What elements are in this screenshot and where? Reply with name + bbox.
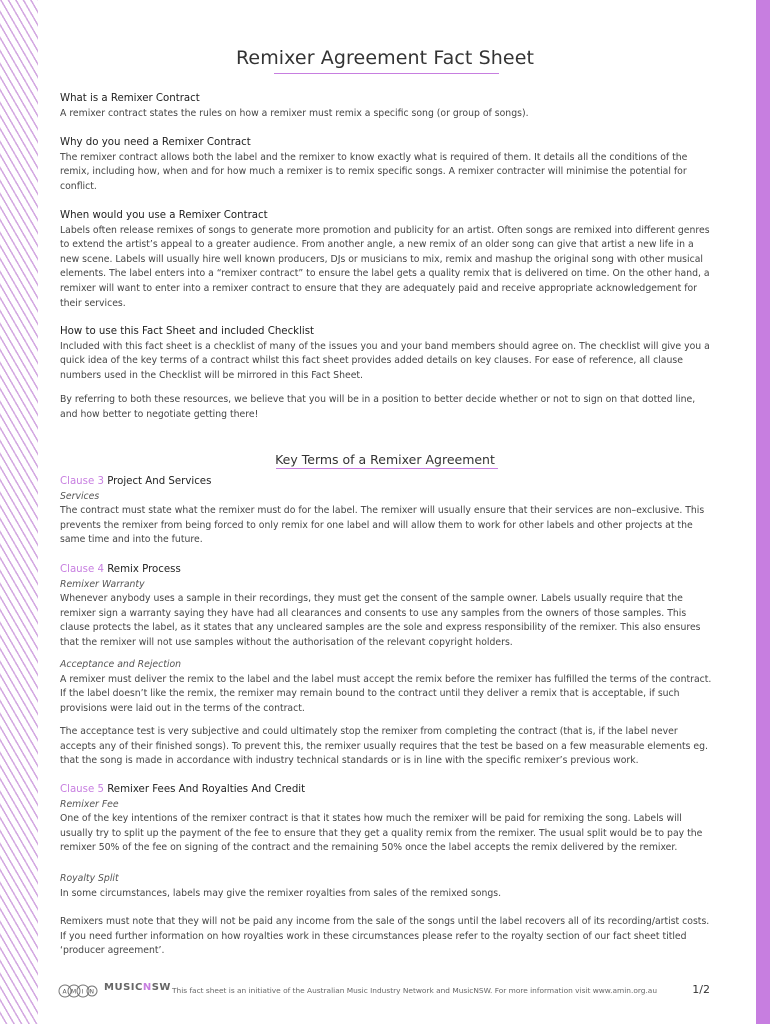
clause-3-title: Project And Services [103, 476, 212, 487]
clause-3-subheading: Services [60, 490, 100, 502]
royalty-section [60, 872, 712, 901]
what-text: A remixer contract states the rules on how a remixer must remix a specific song (or group of songs). [60, 107, 529, 119]
clause-5-section [60, 783, 712, 856]
clause-4-label: Clause 4 [60, 564, 104, 575]
title-underline [274, 73, 499, 74]
section-underline [276, 468, 498, 469]
clause-4-section [60, 563, 712, 651]
clause-5-heading [60, 783, 712, 798]
clause-5-royalty-note-text: Remixers must note that they will not be paid any income from the sale of the songs until the label recovers all of its recording/artist costs. If you need further information on how royalties work in these circumstances please refer to the royalty section of our fact sheet titled ‘producer agreement’. [60, 916, 710, 957]
why-heading: Why do you need a Remixer Contract [60, 137, 251, 148]
clause-4-heading [60, 563, 712, 578]
footer [58, 982, 718, 1002]
how-text: Included with this fact sheet is a checklist of many of the issues you and your band members should agree on. The checklist will give you a quick idea of the key terms of a contract whilst this fact sheet provides added details on key clauses. For ease of reference, all clause numbers used in the Checklist will be mirrored in this Fact Sheet. [60, 340, 710, 381]
svg-text:I: I [81, 988, 84, 996]
svg-text:N: N [89, 988, 94, 996]
why-text: The remixer contract allows both the label and the remixer to know exactly what is required of them. It details all the conditions of the remix, including how, when and for how much a remixer is to remix specific songs. A remixer contracter will minimise the potential for conflict. [60, 151, 688, 192]
clause-3-section [60, 475, 712, 548]
footer-text: This fact sheet is an initiative of the Australian Music Industry Network and MusicNSW. For more information visit www.amin.org.au [172, 986, 658, 995]
musicnsw-logo: MUSICNSW [104, 982, 171, 993]
clause-5-label: Clause 5 [60, 784, 104, 795]
what-section [60, 92, 712, 121]
acceptance-section [60, 658, 712, 716]
what-heading: What is a Remixer Contract [60, 93, 200, 104]
clause-4-subheading-warranty: Remixer Warranty [60, 578, 145, 590]
clause-5-title: Remixer Fees And Royalties And Credit [103, 784, 306, 795]
clause-4-title: Remix Process [103, 564, 181, 575]
clause-4-subheading-acceptance: Acceptance and Rejection [60, 659, 182, 670]
how-section [60, 325, 712, 383]
svg-text:A: A [62, 988, 67, 996]
how-heading: How to use this Fact Sheet and included Checklist [60, 326, 315, 337]
clause-4-acceptance-text: A remixer must deliver the remix to the label and the label must accept the remix before the remixer has fulfilled the terms of the contract. If the label doesn’t like the remix, the remixer may remain bound to the contract until they deliver a remix that is acceptable, if such provisions were laid out in the terms of the contract. [60, 673, 712, 714]
referring-section [60, 393, 712, 422]
clause-5-subheading-royalty: Royalty Split [60, 873, 119, 884]
acceptance-test-section [60, 725, 712, 769]
referring-text: By referring to both these resources, we believe that you will be in a position to better decide whether or not to sign on that dotted line, and how better to negotiate getting there! [60, 394, 696, 420]
when-text: Labels often release remixes of songs to generate more promotion and publicity for an artist. Often songs are remixed into different genres to extend the artist’s appeal to a greater audience. From another angle, a new remix of an older song can give that artist a new life in a new scene. Labels will usually hire well known producers, DJs or musicians to mix, remix and mashup the original song with other musical elements. The label enters into a “remixer contract” to ensure the label gets a quality remix that is delivered on time. On the other hand, a remixer will want to enter into a remixer contract to ensure that they are adequately paid and receive appropriate acknowledgement for their services. [60, 224, 710, 309]
clause-5-fee-text: One of the key intentions of the remixer contract is that it states how much the remixer will be paid for remixing the song. Labels will usually try to split up the payment of the fee to ensure that they get a quality remix from the remixer. The usual split would be to pay the remixer 50% of the fee on signing of the contract and the remaining 50% once the label accepts the remix delivered by the remixer. [60, 813, 703, 854]
clause-3-label: Clause 3 [60, 476, 104, 487]
section-title: Key Terms of a Remixer Agreement [275, 452, 495, 467]
clause-4-acceptance-test-text: The acceptance test is very subjective and could ultimately stop the remixer from completing the contract (that is, if the label never accepts any of their finished songs). To prevent this, the remixer usually requires that the test be based on a few measurable elements eg. that the song is made in accordance with industry technical standards or is in line with the specific remixer’s previous work. [60, 726, 708, 767]
decorative-left-border [0, 0, 38, 1024]
when-section [60, 209, 712, 311]
svg-text:M: M [71, 988, 77, 996]
when-heading: When would you use a Remixer Contract [60, 210, 268, 221]
decorative-right-bar [756, 0, 770, 1024]
amin-logo [58, 984, 98, 998]
page-title: Remixer Agreement Fact Sheet [235, 47, 535, 69]
page-number: 1/2 [692, 983, 710, 996]
clause-3-heading [60, 475, 712, 490]
clause-3-text: The contract must state what the remixer must do for the label. The remixer will usually ensure that their services are non–exclusive. This prevents the remixer from being forced to only remix for one label and will allow them to work for other labels and other projects at the same time and into the future. [60, 505, 705, 546]
clause-5-royalty-text: In some circumstances, labels may give the remixer royalties from sales of the remixed songs. [60, 887, 502, 899]
clause-5-subheading-fee: Remixer Fee [60, 798, 119, 810]
clause-4-warranty-text: Whenever anybody uses a sample in their recordings, they must get the consent of the sample owner. Labels usually require that the remixer sign a warranty saying they have had all clearances and consents to use any samples from the owners of those samples. This clause protects the label, as it states that any uncleared samples are the sole and express responsibility of the remixer. This also ensures that the remixer will not use samples without the authorisation of the relevant copyright holders. [60, 593, 701, 648]
royalty-note-section [60, 915, 712, 959]
why-section [60, 136, 712, 194]
